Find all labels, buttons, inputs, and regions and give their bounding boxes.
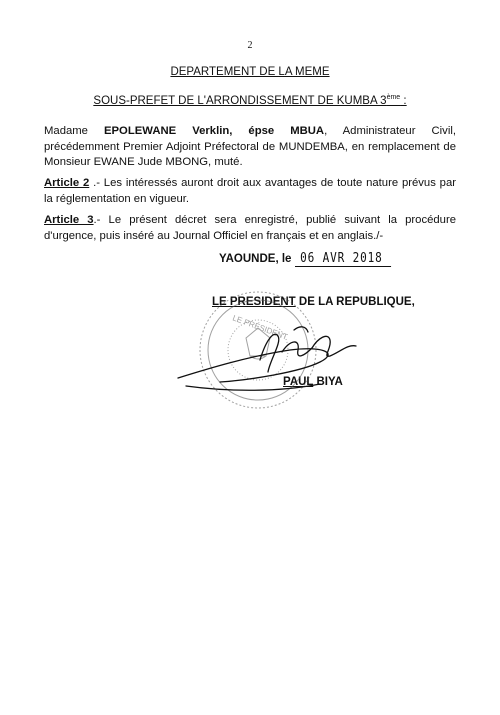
subprefect-heading-sup: ème [386,94,401,101]
svg-text:LE PRÉSIDENT: LE PRÉSIDENT [231,313,289,342]
dateline-place: YAOUNDE, le [219,253,295,265]
signatory-name-last: BIYA [313,376,343,388]
signatory-title-part-b: DE LA REPUBLIQUE, [295,296,415,308]
appointee-name: EPOLEWANE Verklin, épse MBUA [103,125,325,137]
handwritten-signature [178,327,356,390]
appointment-details: , Administrateur Civil, précédemment Premier Adjoint Préfectoral de MUNDEMBA, en remplacement de Monsieur EWANE Jude MBONG, muté. [44,125,456,168]
signatory-title-part-a: LE PRESIDENT [212,296,296,308]
signatory-name-first: PAUL [283,376,314,388]
subprefect-heading-main: SOUS-PREFET DE L'ARRONDISSEMENT DE KUMBA 3 [93,94,387,107]
article-3-label: Article 3 [44,214,94,226]
appointment-prefix: Madame [44,125,104,137]
article-2-label: Article 2 [44,177,90,189]
article-2-text: .- Les intéressés auront droit aux avantages de toute nature prévus par la réglementation en vigueur. [44,177,456,205]
article-3-text: .- Le présent décret sera enregistré, publié suivant la procédure d'urgence, puis inséré au Journal Officiel en français et en anglais./- [44,214,456,242]
department-heading-text: DEPARTEMENT DE LA MEME [170,66,330,78]
subprefect-heading-end: : [400,94,407,107]
dateline-date-stamp: 06 AVR 2018 [295,251,391,267]
page-number: 2 [247,40,253,51]
